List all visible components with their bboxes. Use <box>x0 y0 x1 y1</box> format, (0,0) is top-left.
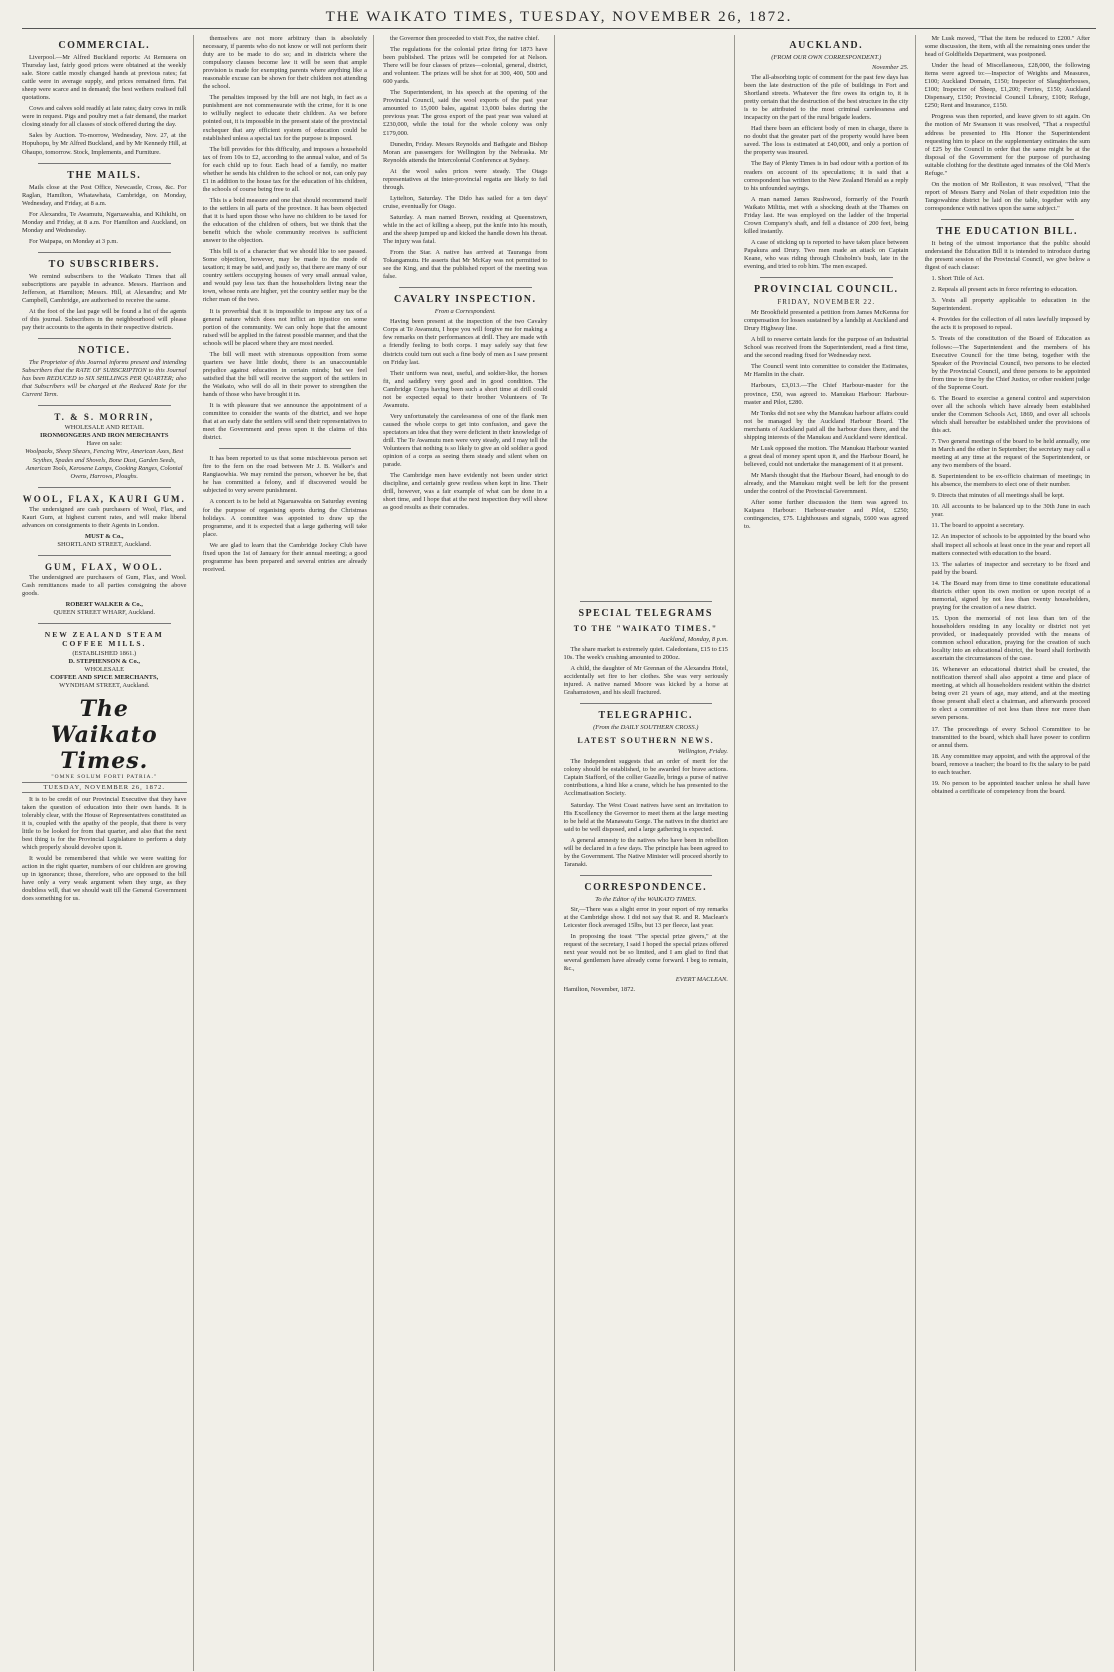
editorial-para: This bill is of a character that we should like to see passed. Some objection, however, may be made to the mode of taxation; it may be said, and justly so, that there are many of our country settlers occupying houses of very small annual value, and would pay less tax than the householders living near the town, whose rents are higher, yet the country settler may be the richer man of the two. <box>202 248 368 304</box>
education-clause: 1. Short Title of Act. <box>931 275 985 283</box>
editorial-para: It would be remembered that while we were waiting for action in the right quarter, numbers of our children are growing up in ignorance; those, therefore, who are opposed to the bill have only a very weak argument when they urge, as they doubtless will, that we should wait till the General Government does something for us. <box>22 855 187 903</box>
correspondence-heading: CORRESPONDENCE. <box>584 881 708 893</box>
auckland-para: The all-absorbing topic of comment for the past few days has been the late destruction of the pile of buildings in Fort and Shortland streets. Whatever the fire owes its origin to, it is pretty certain that the destruction of the best structure in the city is to be attributed to the most criminal carelessness and incapacity on the part of the rural brigade leaders. <box>744 74 909 122</box>
news-para: Lyttelton, Saturday. The Dido has sailed for a ten days' cruise, eventually for Otago. <box>383 194 548 210</box>
divider <box>580 703 713 704</box>
auckland-para: Had there been an efficient body of men in charge, there is no doubt that the greater part of the property would have been saved. The loss is estimated at £40,000, and only a portion of the property was insured. <box>744 125 909 157</box>
latest-para: Saturday. The West Coast natives have sent an invitation to His Excellency the Governor to meet them at the large meeting to be held at the Manawatu Gorge. The natives in the district are said to be well disposed, and a large gathering is expected. <box>563 801 728 833</box>
column-2 <box>203 35 375 1671</box>
council-para: Under the head of Miscellaneous, £28,000, the following items were agreed to:—Inspector of Weights and Measures, £100; Auckland Domain, £150; Inspector of Slaughterhouses, £100; Inspector of Sheep, £1,200; Ferries, £150; Auckland Dispensary, £150; Provincial Council Library, £100; Refuge, £250; Rent and Insurance, £150. <box>924 62 1090 110</box>
education-clause: 16. Whenever an educational district shall be created, the notification thereof shall also appoint a time and place of meeting, at which all householders resident within the district being over 21 years of age, may attend, and at the meeting those present shall elect a chairman, and afterwards proceed to elect a committee of not less than three nor more than seven persons. <box>931 666 1090 722</box>
education-clause: 15. Upon the memorial of not less than ten of the householders residing in any locality or district not yet provided, or inadequately provided with the means of common school education, praying for the creation of such locality into an educational district, the board shall forthwith ascertain the circumstances of the case. <box>931 614 1090 663</box>
local-news-para: We are glad to learn that the Cambridge Jockey Club have fixed upon the 1st of January for their annual meeting; a good programme has been prepared and several entries are already received. <box>202 541 367 573</box>
subscribers-para: At the foot of the last page will be found a list of the agents of this journal. Subscribers in the neighbourhood will please pay their accounts to the agents in their respective districts. <box>22 308 187 332</box>
education-clause: 10. All accounts to be balanced up to the 30th June in each year. <box>931 503 1090 519</box>
council-para: Mr Brookfield presented a petition from James McKenna for compensation for losses sustained by a landslip at Auckland and Drury Highway line. <box>744 309 909 333</box>
newspaper-logo: The Waikato Times. <box>50 695 158 774</box>
editorial-para: This is a bold measure and one that should recommend itself to the settlers in all parts of the province. It has been objected that it is hard upon those who have no children to be taxed for the education of the children of others, but we think that the benefit which the whole community receives is sufficient answer to the objection. <box>202 196 367 245</box>
cavalry-para: Very unfortunately the carelessness of one of the flank men caused the whole corps to get into confusion, and gave the spectators an idea that they were deficient in their knowledge of drill. The Te Awamutu men were very steady, and I may tell the Volunteers that nothing is so likely to give an old soldier a good opinion of a corps as seeing them steady and silent when on parade. <box>383 412 548 469</box>
ad-gum-title: GUM, FLAX, WOOL. <box>44 561 164 572</box>
council-para: Harbours, £3,013.—The Chief Harbour-master for the province, £50, was agreed to. Manukau Harbour: Harbour-master and Pilot, £280. <box>744 382 909 406</box>
correspondence-sub: To the Editor of the WAIKATO TIMES. <box>595 895 697 903</box>
sale-para: Sales by Auction. To-morrow, Wednesday, Nov. 27, at the Hopuhopu, by Mr Alfred Buckland, and by Mr Kennedy Hill, at Ohaupo, tomorrow. Stock, Implements, and Furniture. <box>22 132 187 156</box>
divider <box>38 623 171 624</box>
telegraphic-sub: (From the DAILY SOUTHERN CROSS.) <box>593 724 699 732</box>
cavalry-para: Having been present at the inspection of the two Cavalry Corps at Te Awamutu, I hope you will forgive me for making a few remarks on their performances at drill. They are made with a friendly feeling to both corps. I may safely say that few districts could turn out such a fine body of men as I saw present on Friday last. <box>383 318 548 366</box>
local-news-para: It has been reported to us that some mischievous person set fire to the fern on the road between Mr J. B. Walker's and Rangiaowhia. We may remind the person, whoever he be, that he has committed a felony, and if discovered would be subjected to very severe punishment. <box>202 455 367 495</box>
cavalry-sub: From a Correspondent. <box>434 308 496 316</box>
education-clause: 3. Vests all property applicable to education in the Superintendent. <box>931 297 1090 313</box>
education-clause: 19. No person to be appointed teacher unless he shall have obtained a certificate of competency from the board. <box>931 779 1090 795</box>
education-clause: 11. The board to appoint a secretary. <box>931 522 1025 530</box>
education-clause: 4. Provides for the collection of all rates lawfully imposed by the acts it is proposed to repeal. <box>931 316 1090 332</box>
telegram-para: A child, the daughter of Mr Grennan of the Alexandra Hotel, accidentally set fire to her clothes. She was very seriously injured. A native named Moore was kicked by a horse at Grahamstown, and his skull fractured. <box>563 665 728 697</box>
education-clause: 17. The proceedings of every School Committee to be transmitted to the board, which shall have power to confirm or annul them. <box>931 725 1090 749</box>
editorial-para: It is to be credit of our Provincial Executive that they have taken the question of education into their own hands. It is tolerably clear, with the House of Representatives constituted as it is, coupled with the apathy of the people, that there is very little to be looked for from that quarter, and also that the next best thing is for the Provincial Legislature to perform a duty which properly should devolve upon it. <box>22 795 187 852</box>
news-para: The Superintendent, in his speech at the opening of the Provincial Council, said the wool exports of the past year amounted to 15,000 bales, against 13,000 bales during the previous year. The gross export of the past year was valued at £230,000, while the total for the whole colony was only £179,000. <box>383 89 548 137</box>
ad-gum-firm: ROBERT WALKER & Co., <box>65 600 143 608</box>
editorial-para: It is proverbial that it is impossible to impose any tax of a general nature which does not inflict an injustice on some portion of the community. We can only hope that the amount raised will be applied in the fairest possible manner, and that the schools will be placed where they are most needed. <box>202 307 367 347</box>
auckland-para: A man named James Rushwood, formerly of the Fourth Waikato Militia, met with a shocking death at the Thames on Friday last. He was employed on the ladder of the Imperial Crown Company's shaft, and fell a distance of 200 feet, being killed instantly. <box>744 195 909 235</box>
divider <box>38 487 171 488</box>
correspondence-place: Hamilton, November, 1872. <box>563 986 636 994</box>
council-para: On the motion of Mr Rolleston, it was resolved, "That the report of Messrs Barry and Nolan of their expedition into the Tangowahine district be laid on the table, together with any correspondence with natives upon the same subject." <box>924 180 1090 212</box>
council-para: After some further discussion the item was agreed to. Kaipara Harbour: Harbour-master and Pilot, £250; contingencies, £75. Lighthouses and signals, £600 was agreed to. <box>744 499 909 531</box>
news-para: Dunedin, Friday. Messrs Reynolds and Bathgate and Bishop Moran are passengers for Wellington by the Nebraska. Mr Reynolds attends the Intercolonial Conference at Sydney. <box>383 140 548 164</box>
ad-coffee-est: (ESTABLISHED 1861.) <box>72 649 137 657</box>
correspondence-sign: EVERT MACLEAN. <box>675 976 728 984</box>
news-para: the Governor then proceeded to visit Fox, the native chief. <box>390 35 540 42</box>
council-para: A bill to reserve certain lands for the purpose of an Industrial School was received from the Superintendent, read a first time, and the second reading fixed for Wednesday next. <box>744 336 909 360</box>
auckland-para: The Bay of Plenty Times is in bad odour with a portion of its readers on account of its speculations; it is said that a correspondent has written to the New Zealand Herald as a reply to his unfounded sayings. <box>744 160 909 192</box>
ad-morrin-title: T. & S. MORRIN, <box>54 412 155 423</box>
divider <box>941 219 1075 220</box>
latest-dateline: Wellington, Friday. <box>677 748 728 756</box>
education-clauses <box>925 275 1091 796</box>
divider <box>580 875 713 876</box>
column-6 <box>925 35 1097 1671</box>
news-para: At the wool sales prices were steady. The Otago representatives at the inter-provincial regatta are likely to fail through. <box>383 167 548 191</box>
commercial-para: Liverpool.—Mr Alfred Buckland reports: At Remuera on Thursday last, fairly good prices were obtained at the weekly sale. Store cattle mostly changed hands at previous rates; fat cattle were in average supply, and prices remained firm. Fat sheep were scarce and in demand; the best wethers realised full quotations. <box>22 54 187 102</box>
council-para: The Council went into committee to consider the Estimates, Mr Hamlin in the chair. <box>744 363 909 379</box>
editorial-para: The penalties imposed by the bill are not high, in fact as a punishment are not commensurate with the crime, for it is one to wilfully neglect to educate their children. As we before pointed out, it is impossible in the present state of the provincial exchequer that any efficient system of education could be established unless a special tax for the purpose is imposed. <box>202 94 367 142</box>
ad-gum-para: The undersigned are purchasers of Gum, Flax, and Wool. Cash remittances made to all parties consigning the above goods. <box>22 573 187 597</box>
special-dateline: Auckland, Monday, 8 p.m. <box>659 636 728 643</box>
divider <box>38 338 171 339</box>
latest-para: The Independent suggests that an order of merit for the colony should be established, to be awarded for brave actions. Captain Stafford, of the collier Gazelle, brings a purse of native contributions, a hind like a crane, which he has presented to the Acclimatisation Society. <box>563 758 728 798</box>
education-heading: THE EDUCATION BILL. <box>936 225 1078 237</box>
ad-morrin-items: Woolpacks, Sheep Shears, Fencing Wire, American Axes, Best Scythes, Spades and Shovels, Bone Dust, Garden Seeds, American Tools, Kerosene Lamps, Cooking Ranges, Colonial Ovens, Harrows, Ploughs. <box>25 448 184 480</box>
masthead <box>22 6 1096 29</box>
council-para: Progress was then reported, and leave given to sit again. On the motion of Mr Swanson it was resolved, "That a respectful address be presented to His Honor the Superintendent requesting him to place on the supplementary estimates the sum of £25 by the Council in order that the same might be at the disposal of the Government for the purpose of purchasing suitable clothing for the destitute aged inmates of the Old Men's Refuge." <box>924 113 1090 177</box>
subscribers-para: We remind subscribers to the Waikato Times that all subscriptions are payable in advance. Messrs. Harrison and Jefferson, at Hamilton; Messrs. Hill, at Alexandra; and Mr Campbell, Cambridge, are authorised to receive the same. <box>22 272 187 305</box>
commercial-para: Cows and calves sold readily at late rates; dairy cows in milk were in request. Pigs and poultry met a fair demand, the market closing steady for all classes of stock offered during the day. <box>22 105 187 129</box>
education-clause: 9. Directs that minutes of all meetings shall be kept. <box>931 492 1065 500</box>
ad-wool-firm: MUST & Co., <box>84 532 124 540</box>
divider <box>760 277 893 278</box>
education-clause: 2. Repeals all present acts in force referring to education. <box>931 286 1078 294</box>
mails-para: For Alexandra, Te Awamutu, Ngaruawahia, and Kihikihi, on Monday and Friday, at 8 a.m. For Hamilton and Auckland, on Monday and Wednesday. <box>22 210 187 234</box>
cavalry-para: Their uniform was neat, useful, and soldier-like, the horses fit, and saddlery very good and in good condition. The Cambridge Corps having been such a short time at drill could not be expected equal to their brother Volunteers of Te Awamutu. <box>383 369 548 409</box>
ad-gum-address: QUEEN STREET WHARF, Auckland. <box>53 608 156 616</box>
subscribers-heading: TO SUBSCRIBERS. <box>48 258 160 270</box>
divider <box>38 555 171 556</box>
auckland-date: November 25. <box>872 64 909 71</box>
education-clause: 7. Two general meetings of the board to be held annually, one in March and the other in September; the secretary may call a meeting at any time at the request of the Superintendent, or any two members of the board. <box>931 438 1090 470</box>
mails-para: Mails close at the Post Office, Newcastle, Cross, &c. For Raglan, Hamilton, Whatawhata, Cambridge, on Monday, Wednesday, and Friday, at 8 a.m. <box>22 183 187 207</box>
ad-wool-address: SHORTLAND STREET, Auckland. <box>57 540 152 548</box>
special-telegrams-sub: TO THE "WAIKATO TIMES." <box>573 624 718 633</box>
divider <box>580 601 713 602</box>
ad-morrin-line: WHOLESALE AND RETAIL <box>64 424 144 432</box>
notice-para: The Proprietor of this Journal informs present and intending Subscribers that the RATE OF SUBSCRIPTION to this Journal has been REDUCED to SIX SHILLINGS PER QUARTER; also that Subscribers will be charged at the Reduced Rate for the Current Term. <box>22 359 187 399</box>
ad-morrin-line: IRONMONGERS AND IRON MERCHANTS <box>40 432 169 440</box>
council-para: Mr Lusk moved, "That the item be reduced to £200." After some discussion, the item, with all the remaining ones under the head of Goldfields Department, was postponed. <box>924 35 1090 59</box>
education-clause: 13. The salaries of inspector and secretary to be fixed and paid by the board. <box>931 560 1090 576</box>
ad-coffee-line: COFFEE AND SPICE MERCHANTS, <box>50 673 159 681</box>
divider <box>399 287 532 288</box>
editorial-para: The bill provides for this difficulty, and imposes a household tax of from 10s to £2, according to the annual value, and of 5s for each child up to four. Each head of a family, no matter whether he sends his children to the school or not, can only pay £1 in addition to the house tax for the education of his children, the schools of course being free to all. <box>202 145 367 193</box>
mails-heading: THE MAILS. <box>67 169 142 181</box>
column-1 <box>22 35 194 1671</box>
editorial-para: themselves are not more arbitrary than is absolutely necessary, if parents who do not know or will not perform their duty are to be made to do so; and in districts where the compulsory clauses become law it will be seen that ample provision is made for exempting parents where anything like a reasonable excuse can be shown for their children not attending the school. <box>202 35 367 91</box>
auckland-para: A case of sticking up is reported to have taken place between Papakura and Drury. Two men made an attack on Captain Keane, who was riding through Chisholm's bush, late in the evening, and tried to rob him. The men escaped. <box>744 238 909 271</box>
ad-coffee-firm: D. STEPHENSON & Co., <box>68 657 140 665</box>
divider <box>219 448 352 449</box>
notice-heading: NOTICE. <box>78 345 131 357</box>
correspondence-para: In proposing the toast "The special prize givers," at the request of the secretary, I said I hoped the special prizes offered next year would not be so limited, and I am glad to find that several gentlemen have already come forward. I beg to remain, &c., <box>563 933 728 973</box>
ad-morrin-line: Have on sale: <box>86 440 122 448</box>
ad-wool-title: WOOL, FLAX, KAURI GUM. <box>22 493 186 504</box>
telegram-para: The share market is extremely quiet. Caledonians, £15 to £15 10s. The week's crushing amounted to 200oz. <box>563 646 728 662</box>
masthead-title: THE WAIKATO TIMES, TUESDAY, NOVEMBER 26, 1872. <box>325 9 793 25</box>
editorial-para: The bill will meet with strenuous opposition from some quarters we have little doubt, there is an unaccountable prejudice against education in certain minds; but we feel satisfied that the bill will receive the support of the settlers in the Waikato, who will do all in their power to strengthen the hands of those who have brought it in. <box>202 350 367 398</box>
divider <box>38 405 171 406</box>
ad-wool-para: The undersigned are cash purchasers of Wool, Flax, and Kauri Gum, at highest current rates, and will make liberal advances on consignments to their Agents in London. <box>22 505 187 529</box>
telegraphic-heading: TELEGRAPHIC. <box>598 710 693 722</box>
education-clause: 6. The Board to exercise a general control and supervision over all the schools which have already been established under the Common Schools Act, 1869, and over all schools which shall hereafter be established under the provisions of this act. <box>931 394 1090 434</box>
education-clause: 18. Any committee may appoint, and with the approval of the board, remove a teacher; the board to fix the salary to be paid to each teacher. <box>931 752 1090 776</box>
ad-coffee-line: WYNDHAM STREET, Auckland. <box>59 681 150 689</box>
council-para: Mr Tonks did not see why the Manukau harbour affairs could not be managed by the Auckland Harbour Board. The merchants of Auckland paid all the harbour dues there, and the shipping interests of the Manukau and Auckland were identical. <box>744 409 909 441</box>
education-intro: It being of the utmost importance that the public should understand the Education Bill it is intended to introduce during the present session of the Provincial Council, we give below a digest of each clause: <box>924 239 1090 272</box>
editorial-para: It is with pleasure that we announce the appointment of a committee to consider the wants of the district, and we hope that at an early date the settlers will send their representatives to meet the Government and press upon it the claims of this district. <box>202 402 367 442</box>
special-telegrams-heading: SPECIAL TELEGRAMS <box>578 608 713 619</box>
council-date: FRIDAY, NOVEMBER 22. <box>777 298 876 307</box>
latest-heading: LATEST SOUTHERN NEWS. <box>577 736 715 746</box>
newspaper-motto: "OMNE SOLUM FORTI PATRIA." <box>51 773 158 780</box>
latest-para: A general amnesty to the natives who have been in rebellion will be declared in a few days. The principle has been agreed to by the Government. The Native Minister will proceed shortly to Taranaki. <box>563 836 728 868</box>
cavalry-heading: CAVALRY INSPECTION. <box>394 294 537 306</box>
council-heading: PROVINCIAL COUNCIL. <box>753 284 899 296</box>
editorial-date: TUESDAY, NOVEMBER 26, 1872. <box>22 782 187 793</box>
news-para: The regulations for the colonial prize firing for 1873 have been published. The prizes will be competed for at Nelson. There will be four classes of prizes—colonial, general, district, and volunteer. The prizes will be shot for at 300, 400, 500 and 600 yards. <box>383 46 548 86</box>
column-5 <box>744 35 916 1671</box>
column-4 <box>564 35 736 1671</box>
auckland-sub: (FROM OUR OWN CORRESPONDENT.) <box>771 54 882 61</box>
education-clause: 8. Superintendent to be ex-officio chairman of meetings; in his absence, the members to elect one of their number. <box>931 473 1090 489</box>
column-4-spacer <box>564 35 729 595</box>
ad-coffee-line: WHOLESALE <box>84 665 125 673</box>
education-clause: 14. The Board may from time to time constitute educational districts either upon its own motion or upon receipt of a memorial, signed by not less than twenty householders, praying for the creation of a new district. <box>931 579 1090 611</box>
education-clause: 12. An inspector of schools to be appointed by the board who shall inspect all schools at least once in the year and report all matters connected with education to the board. <box>931 533 1090 557</box>
education-clause: 5. Treats of the constitution of the Board of Education as follows:—The Superintendent and the members of his Executive Council for the time being, together with the Speaker of the Provincial Council, two persons to be elected by the Provincial Council, and three persons to be appointed from time to time by the Chief Justice, or other resident judge of the Supreme Court. <box>931 335 1090 391</box>
columns <box>22 35 1096 1671</box>
correspondence-para: Sir,—There was a slight error in your report of my remarks at the Cambridge show. I did not say that R. and R. Maclean's Leicester flock averaged 15lbs, but 13 per fleece, last year. <box>563 905 728 929</box>
commercial-heading: COMMERCIAL. <box>58 40 151 51</box>
ad-coffee-title: NEW ZEALAND STEAM COFFEE MILLS. <box>44 629 164 648</box>
divider <box>38 163 171 164</box>
mails-para: For Waipapa, on Monday at 3 p.m. <box>29 237 118 245</box>
news-para: Saturday. A man named Brown, residing at Queenstown, while in the act of killing a sheep, put the knife into his mouth, and the sheep jumped up and kicked the handle down his throat. The injury was fatal. <box>383 213 548 246</box>
local-news-para: A concert is to be held at Ngaruawahia on Saturday evening for the purpose of organising sports during the Christmas holidays. A committee was appointed to draw up the programme, and it is expected that a large gathering will take place. <box>202 498 367 538</box>
cavalry-para: The Cambridge men have evidently not been under strict discipline, and certainly grew restless when kept in line. Their drill, however, was a fair example of what can be done in a short time, and I hope that at the next inspection they will show as good results as their comrades. <box>383 472 548 512</box>
divider <box>38 252 171 253</box>
auckland-heading: AUCKLAND. <box>789 40 864 51</box>
column-3 <box>383 35 555 1671</box>
news-para: From the Star. A native has arrived at Tauranga from Tokangamutu. He asserts that Mr McKay was not permitted to see the King, and that the published report of the meeting was false. <box>383 249 548 281</box>
council-para: Mr Marsh thought that the Harbour Board, had enough to do already, and the Manukau might well be left for the present under the control of the Provincial Government. <box>744 471 909 496</box>
council-para: Mr Lusk opposed the motion. The Manukau Harbour wanted a great deal of money spent upon it, and the Harbour Board, he believed, could not undertake the management of it at present. <box>744 444 909 468</box>
